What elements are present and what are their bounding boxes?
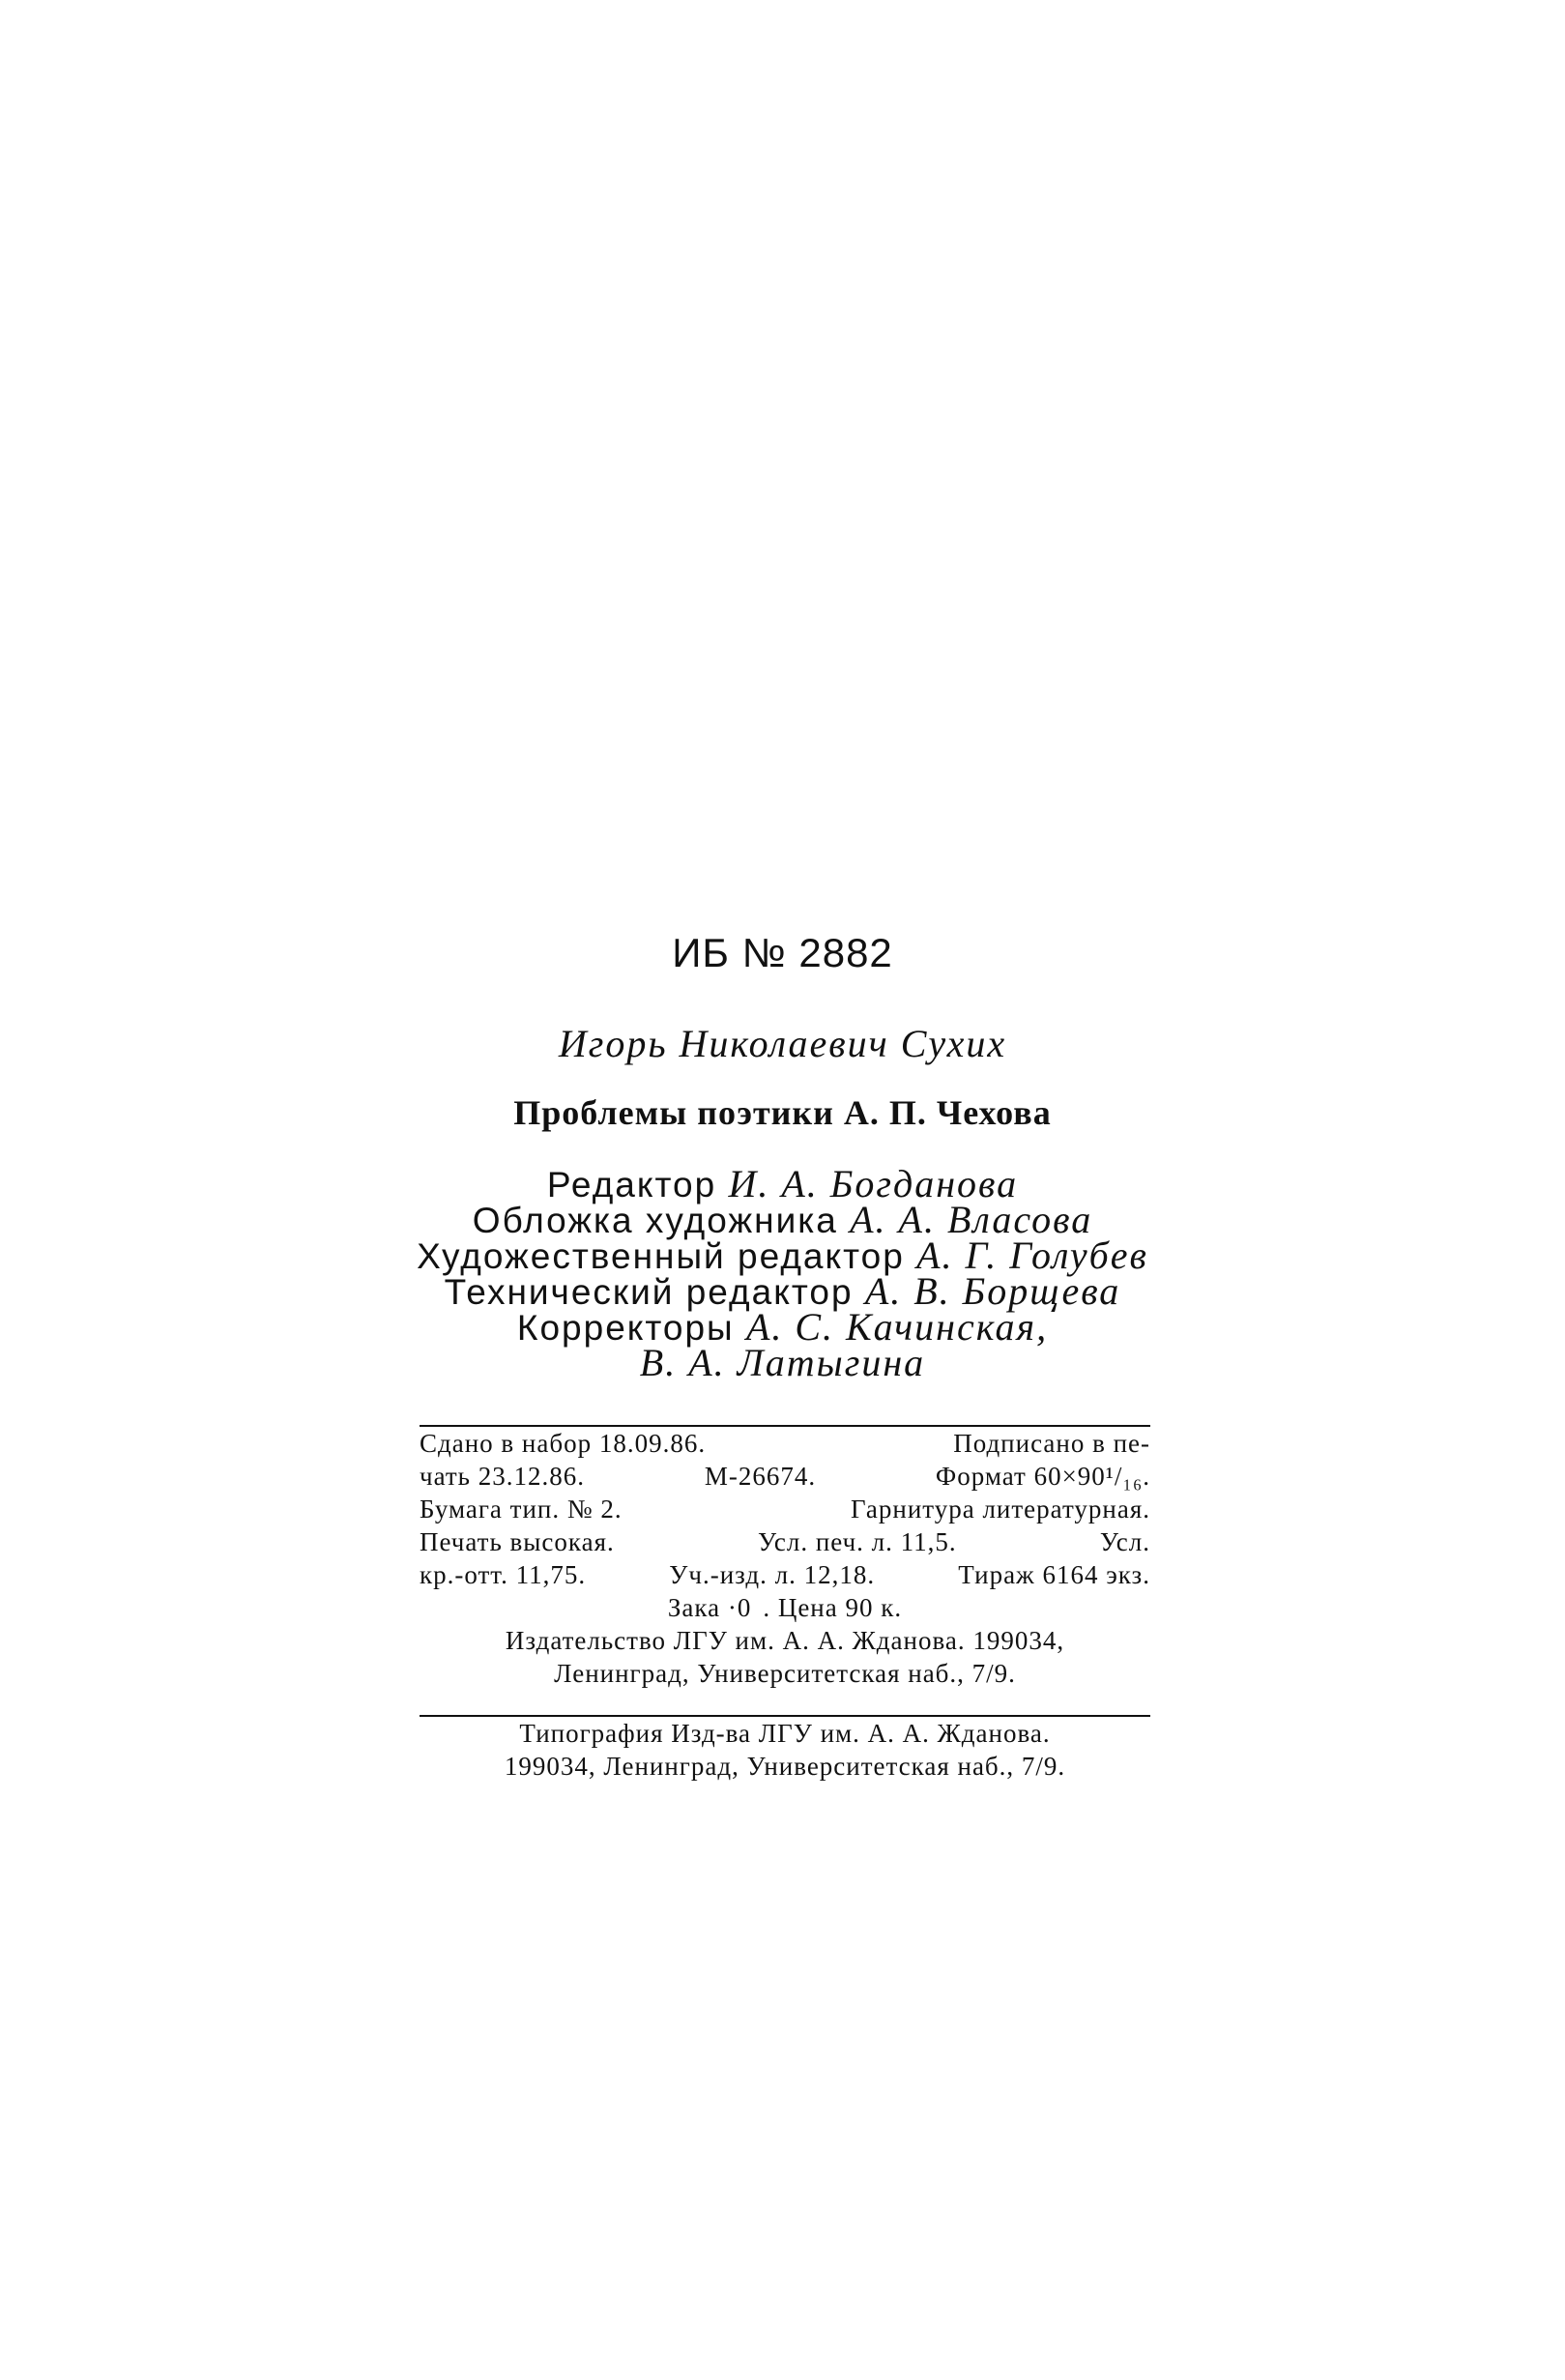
imprint-cell: М-26674. [704, 1462, 817, 1491]
imprint-cell: Издательство ЛГУ им. А. А. Жданова. 199034, [505, 1626, 1065, 1655]
imprint-row [420, 1525, 1150, 1558]
imprint-cell: Сдано в набор 18.09.86. [420, 1429, 707, 1458]
imprint-cell: Зака ·0 [667, 1593, 752, 1622]
imprint-row [420, 1493, 1150, 1525]
imprint-row [420, 1460, 1150, 1493]
credit-name: И. А. Богданова [728, 1162, 1019, 1205]
credit-role: Художественный редактор [417, 1236, 905, 1276]
printer-row [420, 1750, 1150, 1783]
imprint-cell: Усл. [1099, 1527, 1150, 1556]
credit-role: Редактор [546, 1165, 717, 1205]
ib-number: ИБ № 2882 [672, 930, 893, 975]
credit-role: Корректоры [516, 1308, 735, 1348]
imprint-cell: Печать высокая. [420, 1527, 615, 1556]
imprint-cell: Гарнитура литературная. [850, 1495, 1150, 1524]
imprint-row [420, 1427, 1150, 1460]
imprint-cell: . Цена 90 к. [763, 1593, 903, 1622]
imprint-cell: Бумага тип. № 2. [420, 1495, 623, 1524]
credit-name: А. В. Борщева [864, 1269, 1121, 1313]
imprint-cell: Усл. печ. л. 11,5. [758, 1527, 957, 1556]
credit-line-editor [0, 1162, 1565, 1205]
printer-cell: 199034, Ленинград, Университетская наб., 7/9. [504, 1752, 1066, 1781]
credit-line-cover-artist [0, 1198, 1565, 1241]
credit-line-proofreader-2 [0, 1341, 1565, 1384]
imprint-row [420, 1558, 1150, 1591]
credit-name: А. Г. Голубев [916, 1234, 1148, 1277]
imprint-cell: Ленинград, Университетская наб., 7/9. [554, 1659, 1016, 1688]
imprint-cell: Уч.-изд. л. 12,18. [669, 1560, 876, 1589]
credits-block [0, 1162, 1565, 1384]
credit-name: А. С. Качинская, [745, 1305, 1049, 1349]
imprint-cell: чать 23.12.86. [420, 1462, 585, 1491]
credit-name: А. А. Власова [850, 1198, 1093, 1241]
printer-block [420, 1717, 1150, 1783]
credit-role: Обложка художника [472, 1201, 838, 1240]
imprint-block [420, 1427, 1150, 1690]
imprint-cell: Формат 60×90¹/₁₆. [935, 1462, 1150, 1491]
imprint-row [420, 1657, 1150, 1690]
imprint-cell: Тираж 6164 экз. [958, 1560, 1150, 1589]
imprint-cell: Подписано в пе- [953, 1429, 1150, 1458]
book-title: Проблемы поэтики А. П. Чехова [513, 1093, 1052, 1132]
imprint-row [420, 1624, 1150, 1657]
printer-row [420, 1717, 1150, 1750]
printer-cell: Типография Изд-ва ЛГУ им. А. А. Жданова. [519, 1719, 1051, 1748]
imprint-cell: кр.-отт. 11,75. [420, 1560, 587, 1589]
credit-line-art-editor [0, 1234, 1565, 1277]
imprint-row [420, 1591, 1150, 1624]
credit-role: Технический редактор [444, 1272, 854, 1312]
credit-name: В. А. Латыгина [639, 1341, 926, 1384]
author-name: Игорь Николаевич Сухих [558, 1022, 1007, 1065]
